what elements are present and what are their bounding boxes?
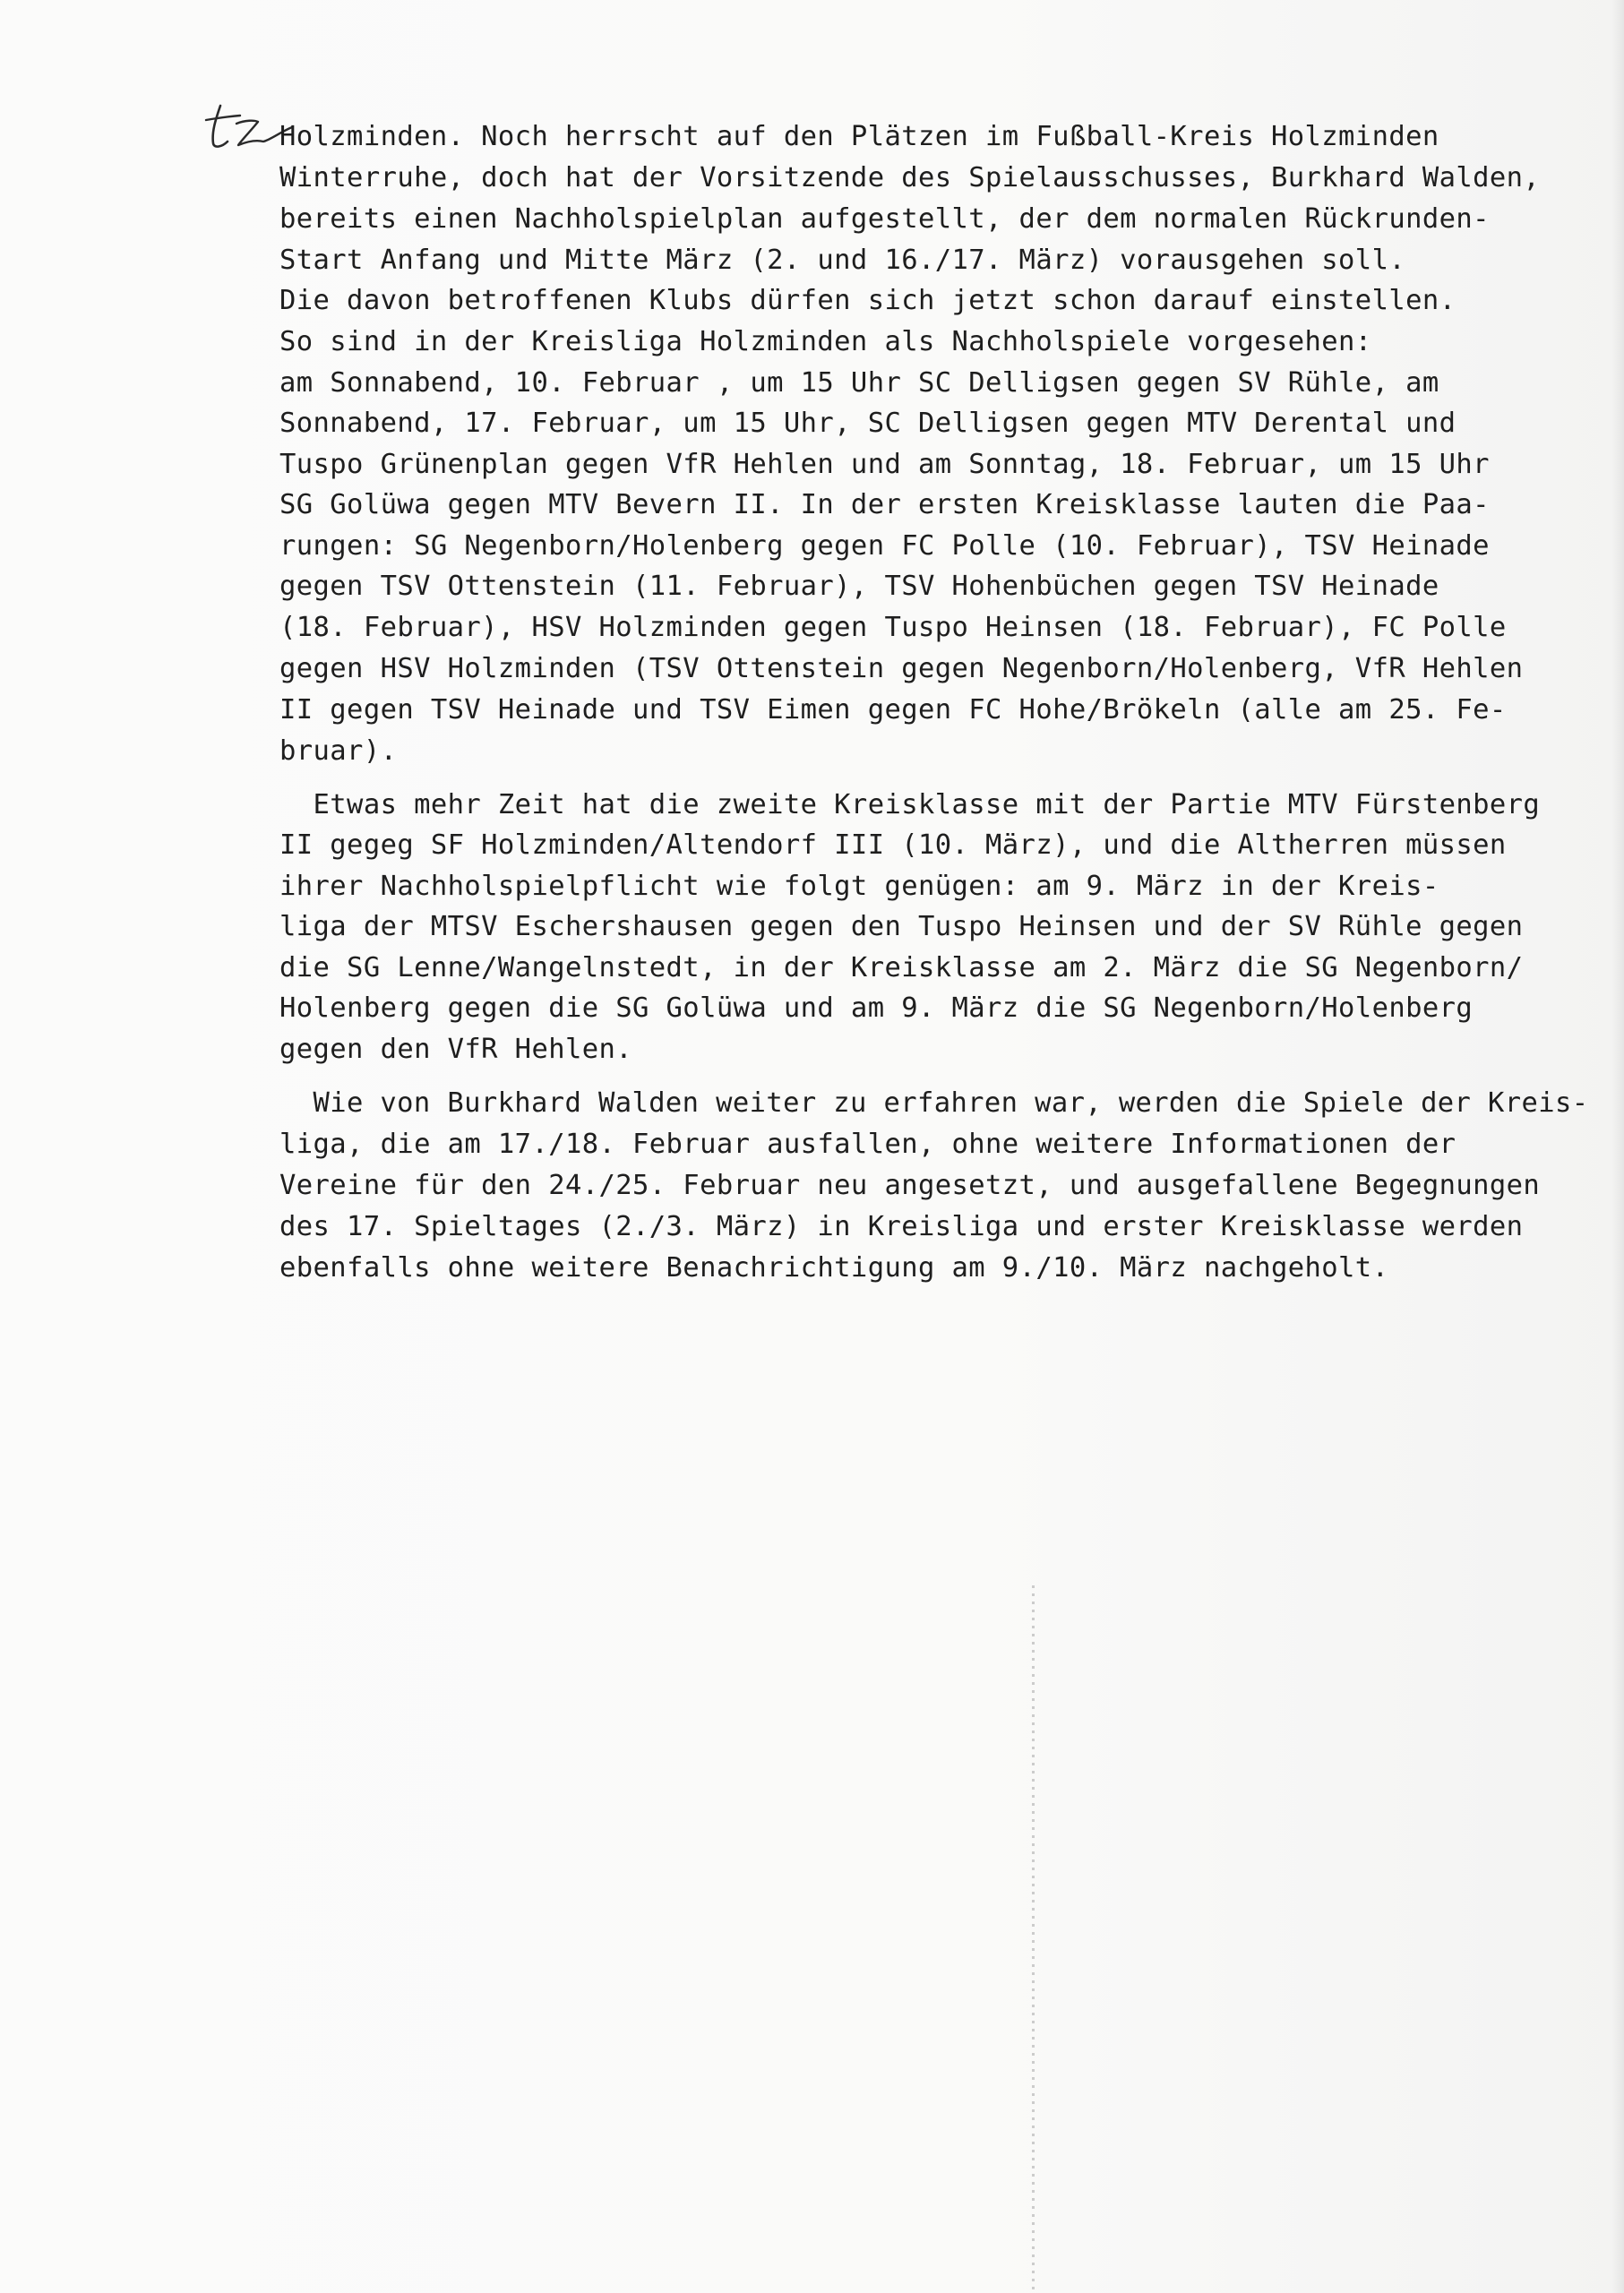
text-line: Vereine für den 24./25. Februar neu angesetzt, und ausgefallene Begegnungen bbox=[279, 1170, 1541, 1201]
text-line: II gegeg SF Holzminden/Altendorf III (10. März), und die Altherren müssen bbox=[279, 829, 1507, 861]
text-line: Wie von Burkhard Walden weiter zu erfahren war, werden die Spiele der Kreis- bbox=[279, 1087, 1589, 1119]
text-line: (18. Februar), HSV Holzminden gegen Tuspo Heinsen (18. Februar), FC Polle bbox=[279, 612, 1507, 643]
text-line: Sonnabend, 17. Februar, um 15 Uhr, SC Delligsen gegen MTV Derental und bbox=[279, 408, 1456, 439]
text-line: liga der MTSV Eschershausen gegen den Tuspo Heinsen und der SV Rühle gegen bbox=[279, 911, 1524, 942]
text-line: Holzminden. Noch herrscht auf den Plätzen im Fußball-Kreis Holzminden bbox=[279, 121, 1439, 152]
text-line: ihrer Nachholspielpflicht wie folgt genügen: am 9. März in der Kreis- bbox=[279, 871, 1439, 902]
text-line: gegen TSV Ottenstein (11. Februar), TSV Hohenbüchen gegen TSV Heinade bbox=[279, 571, 1439, 602]
text-line: Winterruhe, doch hat der Vorsitzende des Spielausschusses, Burkhard Walden, bbox=[279, 162, 1541, 193]
text-line: So sind in der Kreisliga Holzminden als Nachholspiele vorgesehen: bbox=[279, 326, 1372, 357]
text-line: bereits einen Nachholspielplan aufgestellt, der dem normalen Rückrunden- bbox=[279, 203, 1490, 235]
text-line: Holenberg gegen die SG Golüwa und am 9. März die SG Negenborn/Holenberg bbox=[279, 992, 1474, 1024]
text-line: Tuspo Grünenplan gegen VfR Hehlen und am Sonntag, 18. Februar, um 15 Uhr bbox=[279, 449, 1490, 480]
paper-edge-shadow bbox=[1611, 0, 1624, 2293]
text-line: rungen: SG Negenborn/Holenberg gegen FC Polle (10. Februar), TSV Heinade bbox=[279, 530, 1490, 562]
text-line: ebenfalls ohne weitere Benachrichtigung am 9./10. März nachgeholt. bbox=[279, 1252, 1389, 1284]
text-line: bruar). bbox=[279, 735, 398, 767]
text-line: SG Golüwa gegen MTV Bevern II. In der ersten Kreisklasse lauten die Paa- bbox=[279, 489, 1490, 520]
text-line: des 17. Spieltages (2./3. März) in Kreisliga und erster Kreisklasse werden bbox=[279, 1211, 1524, 1242]
text-line: Die davon betroffenen Klubs dürfen sich jetzt schon darauf einstellen. bbox=[279, 285, 1456, 316]
text-line: liga, die am 17./18. Februar ausfallen, ohne weitere Informationen der bbox=[279, 1129, 1456, 1160]
text-line: am Sonnabend, 10. Februar , um 15 Uhr SC Delligsen gegen SV Rühle, am bbox=[279, 367, 1439, 399]
text-line: Etwas mehr Zeit hat die zweite Kreisklasse mit der Partie MTV Fürstenberg bbox=[279, 789, 1541, 820]
text-line: gegen HSV Holzminden (TSV Ottenstein gegen Negenborn/Holenberg, VfR Hehlen bbox=[279, 653, 1524, 684]
text-line: Start Anfang und Mitte März (2. und 16./17. März) vorausgehen soll. bbox=[279, 245, 1406, 276]
text-line: die SG Lenne/Wangelnstedt, in der Kreisklasse am 2. März die SG Negenborn/ bbox=[279, 952, 1524, 983]
text-line: gegen den VfR Hehlen. bbox=[279, 1034, 633, 1065]
text-line: II gegen TSV Heinade und TSV Eimen gegen FC Hohe/Brökeln (alle am 25. Fe- bbox=[279, 694, 1507, 726]
paper-fold-mark bbox=[1032, 1585, 1035, 2293]
